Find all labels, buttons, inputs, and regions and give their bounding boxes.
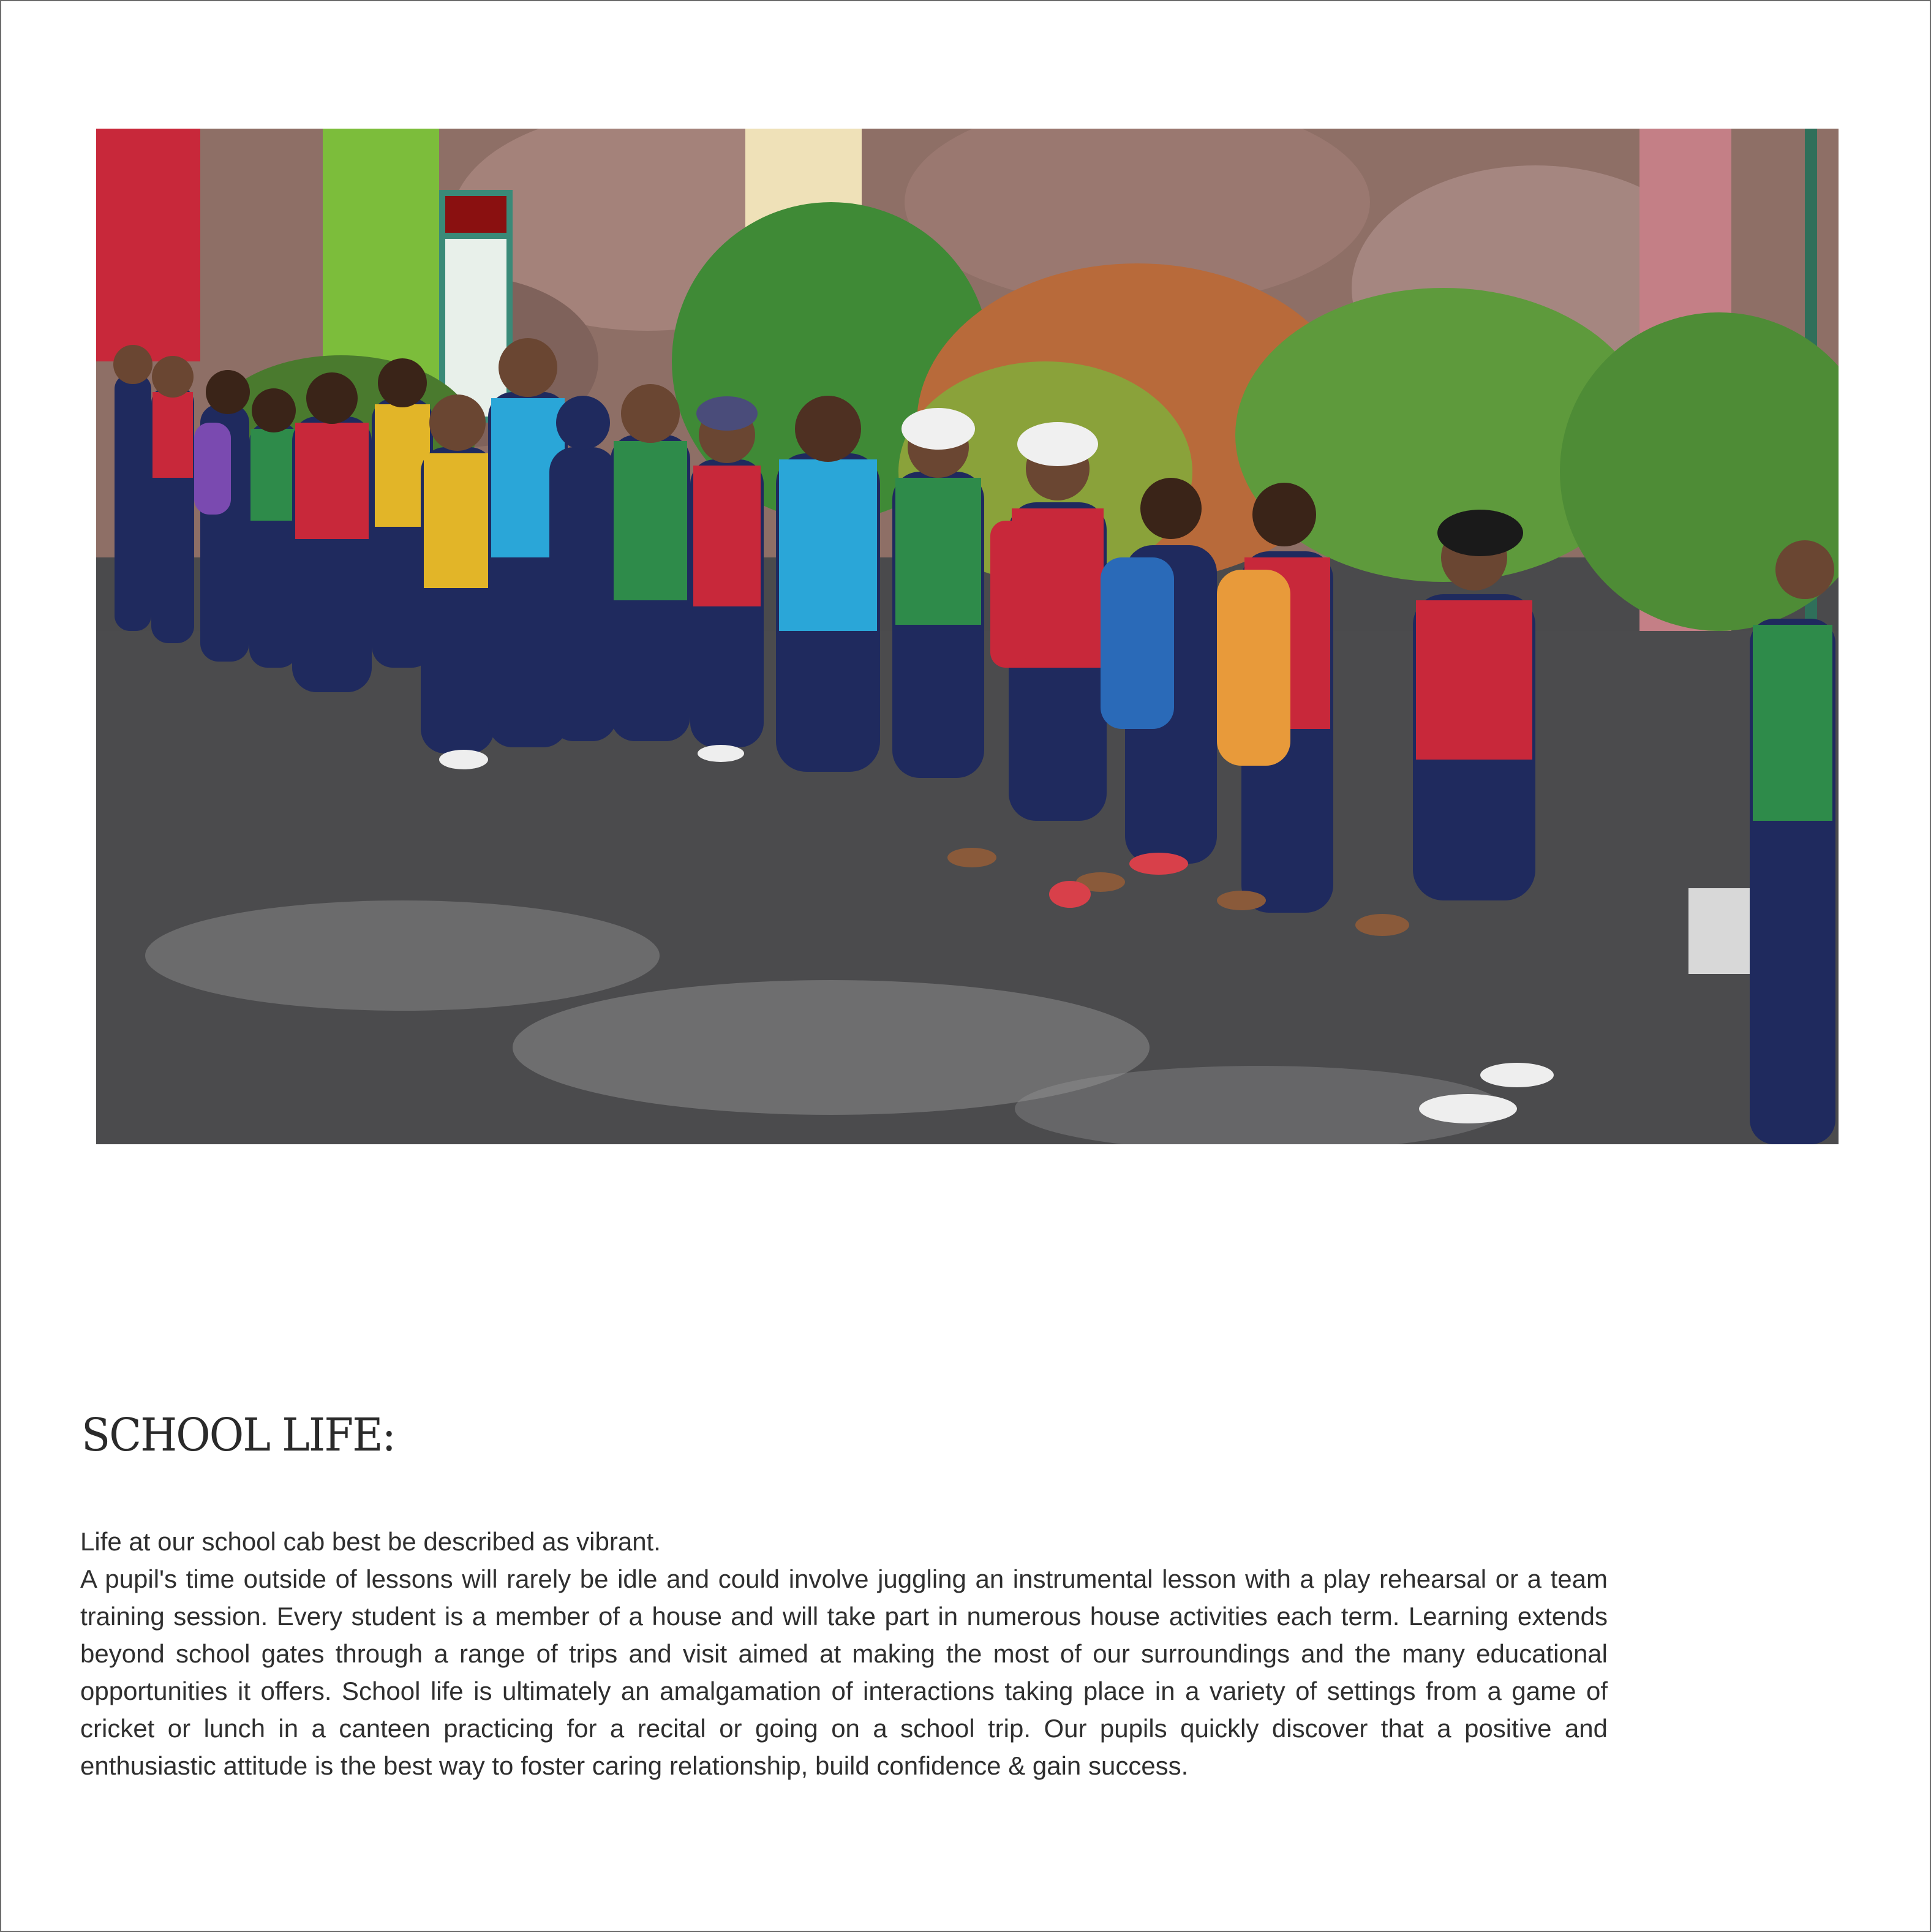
body-paragraph: A pupil's time outside of lessons will rarely be idle and could involve juggling an instrumental lesson with a play rehearsal or a team training session. Every student is a member of a house and will take part in numerous house activities each term. Learning extends beyond school gates through a range of trips and visit aimed at making the most of our surroundings and the many educational opportunities it offers. School life is ultimately an amalgamation of interactions taking place in a variety of settings from a game of cricket or lunch in a canteen practicing for a recital or going on a school trip. Our pupils quickly discover that a positive and enthusiastic attitude is the best way to foster caring relationship, build confidence & gain success. [80,1564,1608,1780]
page-title: SCHOOL LIFE: [81,1409,395,1462]
students-line-illustration [96,129,1839,1144]
school-trip-photo [96,129,1839,1144]
body-text [80,1523,1608,1784]
intro-sentence: Life at our school cab best be described as vibrant. [80,1527,661,1556]
